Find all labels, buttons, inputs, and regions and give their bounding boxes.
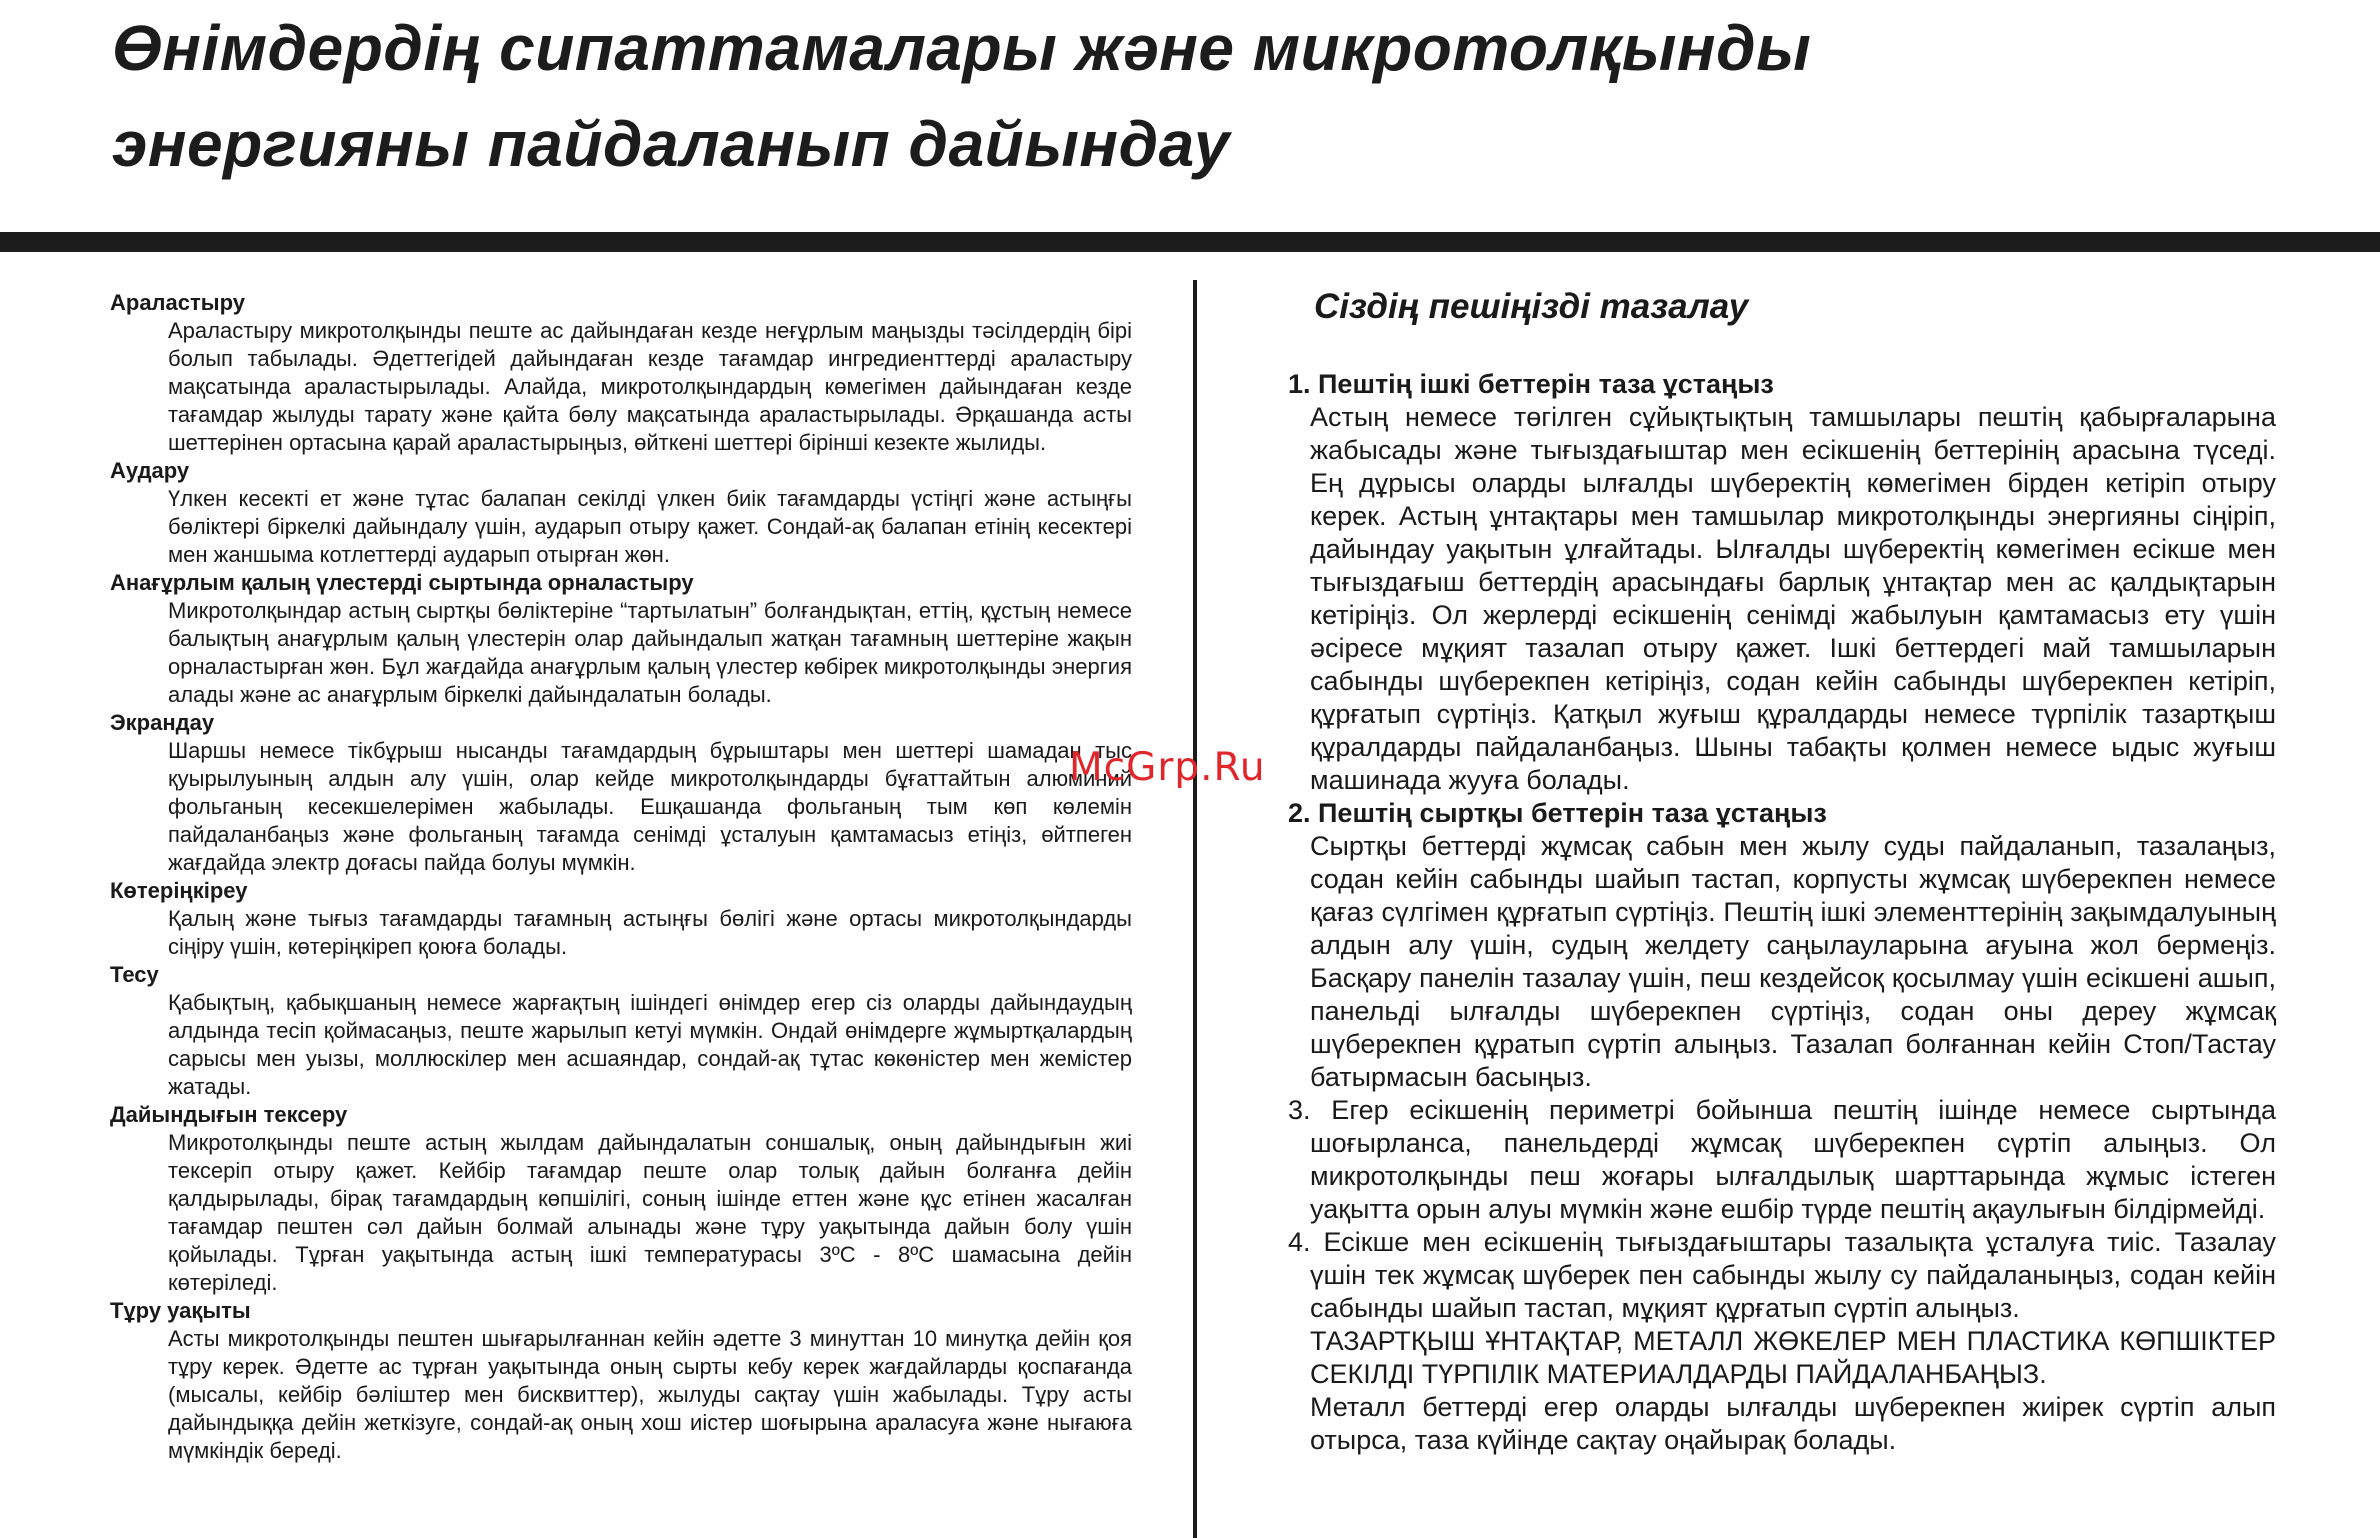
section-heading: Тұру уақыты bbox=[110, 1298, 251, 1323]
section-text: Микротолқынды пеште астың жылдам дайындалатын соншалық, оның дайындығын жиі тексеріп отыру қажет. Кейбір тағамдар пеште олар толық дайын болғанға дейін қалдырылады, бірақ тағамдардың көпшілігі, соның ішінде еттен және құс етінен жасалған тағамдар пештен сәл дайын болмай алынады және тұру уақытында дайын болу үшін қойылады. Тұрған уақытында астың ішкі температурасы 3ºC - 8ºC шамасына дейін көтеріледі. bbox=[168, 1130, 1132, 1295]
section-text: Шаршы немесе тікбұрыш нысанды тағамдардың бұрыштары мен шеттері шамадан тыс қуырылуының алдын алу үшін, олар кейде микротолқындарды бұғаттайтын алюминий фольганың кесекшелерімен жабылады. Ешқашанда фольганың тым көп көлемін пайдаланбаңыз және фольганың тағамда сенімді ұсталуын қамтамасыз етіңіз, өйтпеген жағдайда электр доғасы пайда болуы мүмкін. bbox=[168, 738, 1132, 875]
cleaning-item-door-seals bbox=[1288, 1226, 2276, 1457]
item-text: Сыртқы беттерді жұмсақ сабын мен жылу суды пайдаланып, тазалаңыз, содан кейін сабынды шайып тастап, корпусты жұмсақ шүберекпен немесе қағаз сүлгімен құрғатып сүртіңіз. Пештің ішкі элементтерінің зақымдалуының алдын алу үшін, судың желдету саңылауларына ағуына жол бермеңіз. Басқару панелін тазалау үшін, пеш кездейсоқ қосылмау үшін есікшені ашып, панельді ылғалды шүберекпен сүртіңіз, содан оны дереу жұмсақ шүберекпен құратып сүртіп алыңыз. Тазалап болғаннан кейін Стоп/Тастау батырмасын басыңыз. bbox=[1310, 831, 2276, 1092]
header-divider bbox=[0, 232, 2380, 252]
watermark: McGrp.Ru bbox=[1069, 745, 1266, 790]
section-text: Үлкен кесекті ет және тұтас балапан секілді үлкен биік тағамдарды үстіңгі және астыңғы бөліктері біркелкі дайындалу үшін, аударып отыру қажет. Сондай-ақ балапан етінің кесектері мен жаншыма котлеттерді аударып отырған жөн. bbox=[168, 486, 1132, 567]
section-text: Асты микротолқынды пештен шығарылғаннан кейін әдетте 3 минуттан 10 минутқа дейін қоя тұру керек. Әдетте ас тұрған уақытында оның сырты кебу керек жағдайларды қоспағанда (мысалы, кейбір бәліштер мен бисквиттер), жылуды сақтау үшін жабылады. Тұру асты дайындыққа дейін жеткізуге, сондай-ақ оның хош иістер шоғырына араласуға және нығаюға мүмкіндік береді. bbox=[168, 1326, 1132, 1463]
item-text: Астың немесе төгілген сұйықтықтың тамшылары пештің қабырғаларына жабысады және тығыздағыштар мен есікшенің беттерінің арасына түседі. Ең дұрысы оларды ылғалды шүберектің көмегімен бірден кетіріп отыру керек. Астың ұнтақтары мен тамшылар микротолқынды энергияны сіңіріп, дайындау уақытын ұлғайтады. Ылғалды шүберектің көмегімен есікше мен тығыздағыш беттердің арасындағы барлық ұнтақтар мен ас қалдықтарын кетіріңіз. Ол жерлерді есікшенің сенімді жабылуын қамтамасыз ету үшін әсіресе мұқият тазалап отыру қажет. Ішкі беттердегі май тамшыларын сабынды шүберекпен кетіріңіз, содан кейін сабынды шүберекпен кетіріп, құрғатып сүртіңіз. Қатқыл жуғыш құралдарды немесе түрпілік тазартқыш құралдарды пайдаланбаңыз. Шыны табақты қолмен немесе ыдыс жуғыш машинада жууға болады. bbox=[1310, 402, 2276, 795]
item-text: 4. Есікше мен есікшенің тығыздағыштары тазалықта ұсталуға тиіс. Тазалау үшін тек жұмсақ шүберек пен сабынды жылу су пайдаланыңыз, содан кейін сабынды шайып тастап, мұқият құрғатып сүртіп алыңыз. bbox=[1288, 1227, 2276, 1323]
item-text: 3. Егер есікшенің периметрі бойынша пештің ішінде немесе сыртында шоғырланса, панельдерді жұмсақ шүберекпен сүртіп алыңыз. Ол микротолқынды пеш жоғары ылғалдылық шарттарында жұмыс істеген уақытта орын алуы мүмкін және ешбір түрде пештің ақаулығын білдірмейді. bbox=[1288, 1095, 2276, 1224]
section-stirring bbox=[110, 289, 1132, 457]
section-arranging bbox=[110, 569, 1132, 709]
right-column bbox=[1288, 280, 2276, 1457]
section-heading: Анағұрлым қалың үлестерді сыртында орналастыру bbox=[110, 570, 694, 595]
section-text: Микротолқындар астың сыртқы бөліктеріне “тартылатын” болғандықтан, еттің, құстың немесе балықтың анағұрлым қалың үлестерін олар дайындалып жатқан тағамның шеттеріне жақын орналастырған жөн. Бұл жағдайда анағұрлым қалың үлестер көбірек микротолқынды энергия алады және ас анағұрлым біркелкі дайындалатын болады. bbox=[168, 598, 1132, 707]
column-divider bbox=[1193, 280, 1197, 1538]
abrasive-warning: ТАЗАРТҚЫШ ҰНТАҚТАР, МЕТАЛЛ ЖӨКЕЛЕР МЕН ПЛАСТИКА КӨПШІКТЕР СЕКІЛДІ ТҮРПІЛІК МАТЕРИАЛДАРДЫ ПАЙДАЛАНБАҢЫЗ. bbox=[1310, 1326, 2276, 1389]
section-text: Қабықтың, қабықшаның немесе жарғақтың ішіндегі өнімдер егер сіз оларды дайындаудың алдында тесіп қоймасаңыз, пеште жарылып кетуі мүмкін. Ондай өнімдерге жұмыртқалардың сарысы мен уызы, моллюскілер мен асшаяндар, сондай-ақ тұтас көкөністер мен жемістер жатады. bbox=[168, 990, 1132, 1099]
section-elevating bbox=[110, 877, 1132, 961]
cleaning-item-interior bbox=[1288, 368, 2276, 797]
section-heading: Тесу bbox=[110, 962, 159, 987]
section-piercing bbox=[110, 961, 1132, 1101]
section-standing-time bbox=[110, 1297, 1132, 1465]
cleaning-title: Сіздің пешіңізді тазалау bbox=[1314, 287, 1749, 326]
cleaning-item-condensation bbox=[1288, 1094, 2276, 1226]
page-title bbox=[112, 0, 1811, 192]
left-column bbox=[110, 289, 1132, 1465]
page-title-line-2: энергияны пайдаланып дайындау bbox=[112, 108, 1230, 180]
section-heading: Дайындығын тексеру bbox=[110, 1102, 348, 1127]
page-title-line-1: Өнімдердің сипаттамалары және микротолқынды bbox=[112, 12, 1812, 84]
item-heading: 2. Пештің сыртқы беттерін таза ұстаңыз bbox=[1288, 798, 1827, 828]
section-shielding bbox=[110, 709, 1132, 877]
section-heading: Аудару bbox=[110, 458, 190, 483]
section-checking-doneness bbox=[110, 1101, 1132, 1297]
cleaning-item-exterior bbox=[1288, 797, 2276, 1094]
section-turning bbox=[110, 457, 1132, 569]
section-heading: Экрандау bbox=[110, 710, 215, 735]
section-text: Араластыру микротолқынды пеште ас дайындаған кезде неғұрлым маңызды тәсілдердің бірі болып табылады. Әдеттегідей дайындаған кезде тағамдар ингредиенттерді араластыру мақсатында араластырылады. Алайда, микротолқындардың көмегімен дайындаған кезде тағамдар жылуды тарату және қайта бөлу мақсатында араластырылады. Әрқашанда асты шеттерінен ортасына қарай араластырыңыз, өйткені шеттері бірінші кезекте жылиды. bbox=[168, 318, 1132, 455]
metal-surfaces-note: Металл беттерді егер оларды ылғалды шүберекпен жиірек сүртіп алып отырса, таза күйінде сақтау оңайырақ болады. bbox=[1310, 1392, 2276, 1455]
section-heading: Араластыру bbox=[110, 290, 245, 315]
item-heading: 1. Пештің ішкі беттерін таза ұстаңыз bbox=[1288, 369, 1774, 399]
section-heading: Көтеріңкіреу bbox=[110, 878, 248, 903]
section-text: Қалың және тығыз тағамдарды тағамның астыңғы бөлігі және ортасы микротолқындарды сіңіру үшін, көтеріңкіреп қоюға болады. bbox=[168, 906, 1132, 959]
